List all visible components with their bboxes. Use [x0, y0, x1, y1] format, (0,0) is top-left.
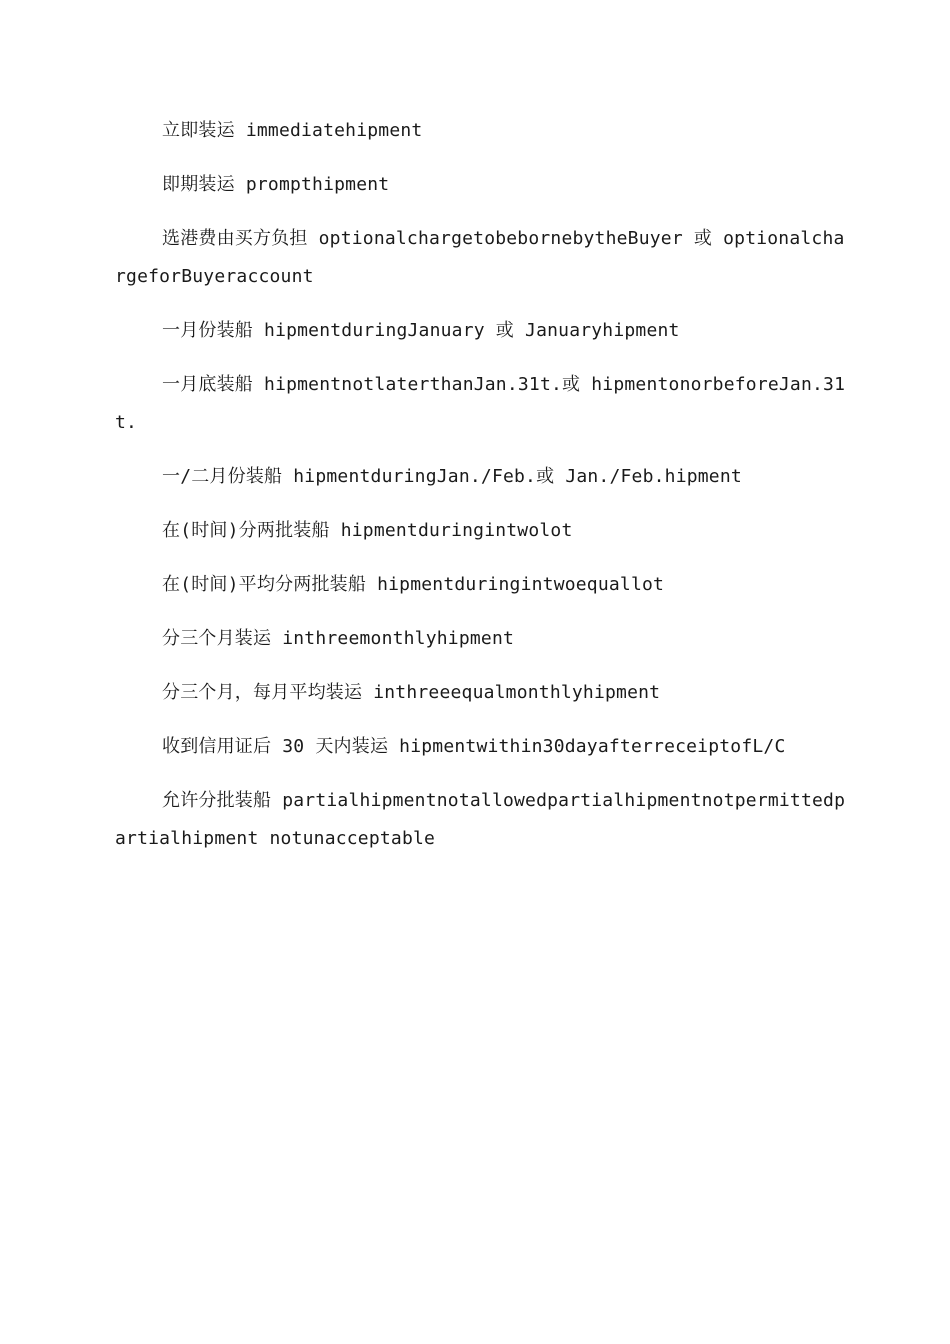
paragraph-partial-shipment: 允许分批装船 partialhipmentnotallowedpartialhipmentnotpermittedpartialhipment notunacceptable: [115, 790, 846, 849]
paragraph-two-equal-lots: 在(时间)平均分两批装船 hipmentduringintwoequallot: [162, 574, 665, 595]
paragraph-prompt-shipment: 即期装运 prompthipment: [162, 174, 390, 195]
paragraph-three-equal-monthly: 分三个月，每月平均装运 inthreeequalmonthlyhipment: [162, 682, 661, 703]
paragraph-immediate-shipment: 立即装运 immediatehipment: [162, 120, 423, 141]
paragraph-three-monthly: 分三个月装运 inthreemonthlyhipment: [162, 628, 515, 649]
paragraph-january-shipment: 一月份装船 hipmentduringJanuary 或 Januaryhipment: [162, 320, 680, 341]
paragraph-jan-feb-shipment: 一/二月份装船 hipmentduringJan./Feb.或 Jan./Feb.hipment: [162, 466, 742, 487]
document-body: [115, 112, 850, 874]
paragraph-end-january-shipment: 一月底装船 hipmentnotlaterthanJan.31t.或 hipmentonorbeforeJan.31t.: [115, 374, 846, 433]
paragraph-two-lots: 在(时间)分两批装船 hipmentduringintwolot: [162, 520, 573, 541]
paragraph-within-30-days: 收到信用证后 30 天内装运 hipmentwithin30dayafterreceiptofL/C: [162, 736, 786, 757]
paragraph-optional-charge: 选港费由买方负担 optionalchargetobebornebytheBuyer 或 optionalchargeforBuyeraccount: [115, 228, 845, 287]
